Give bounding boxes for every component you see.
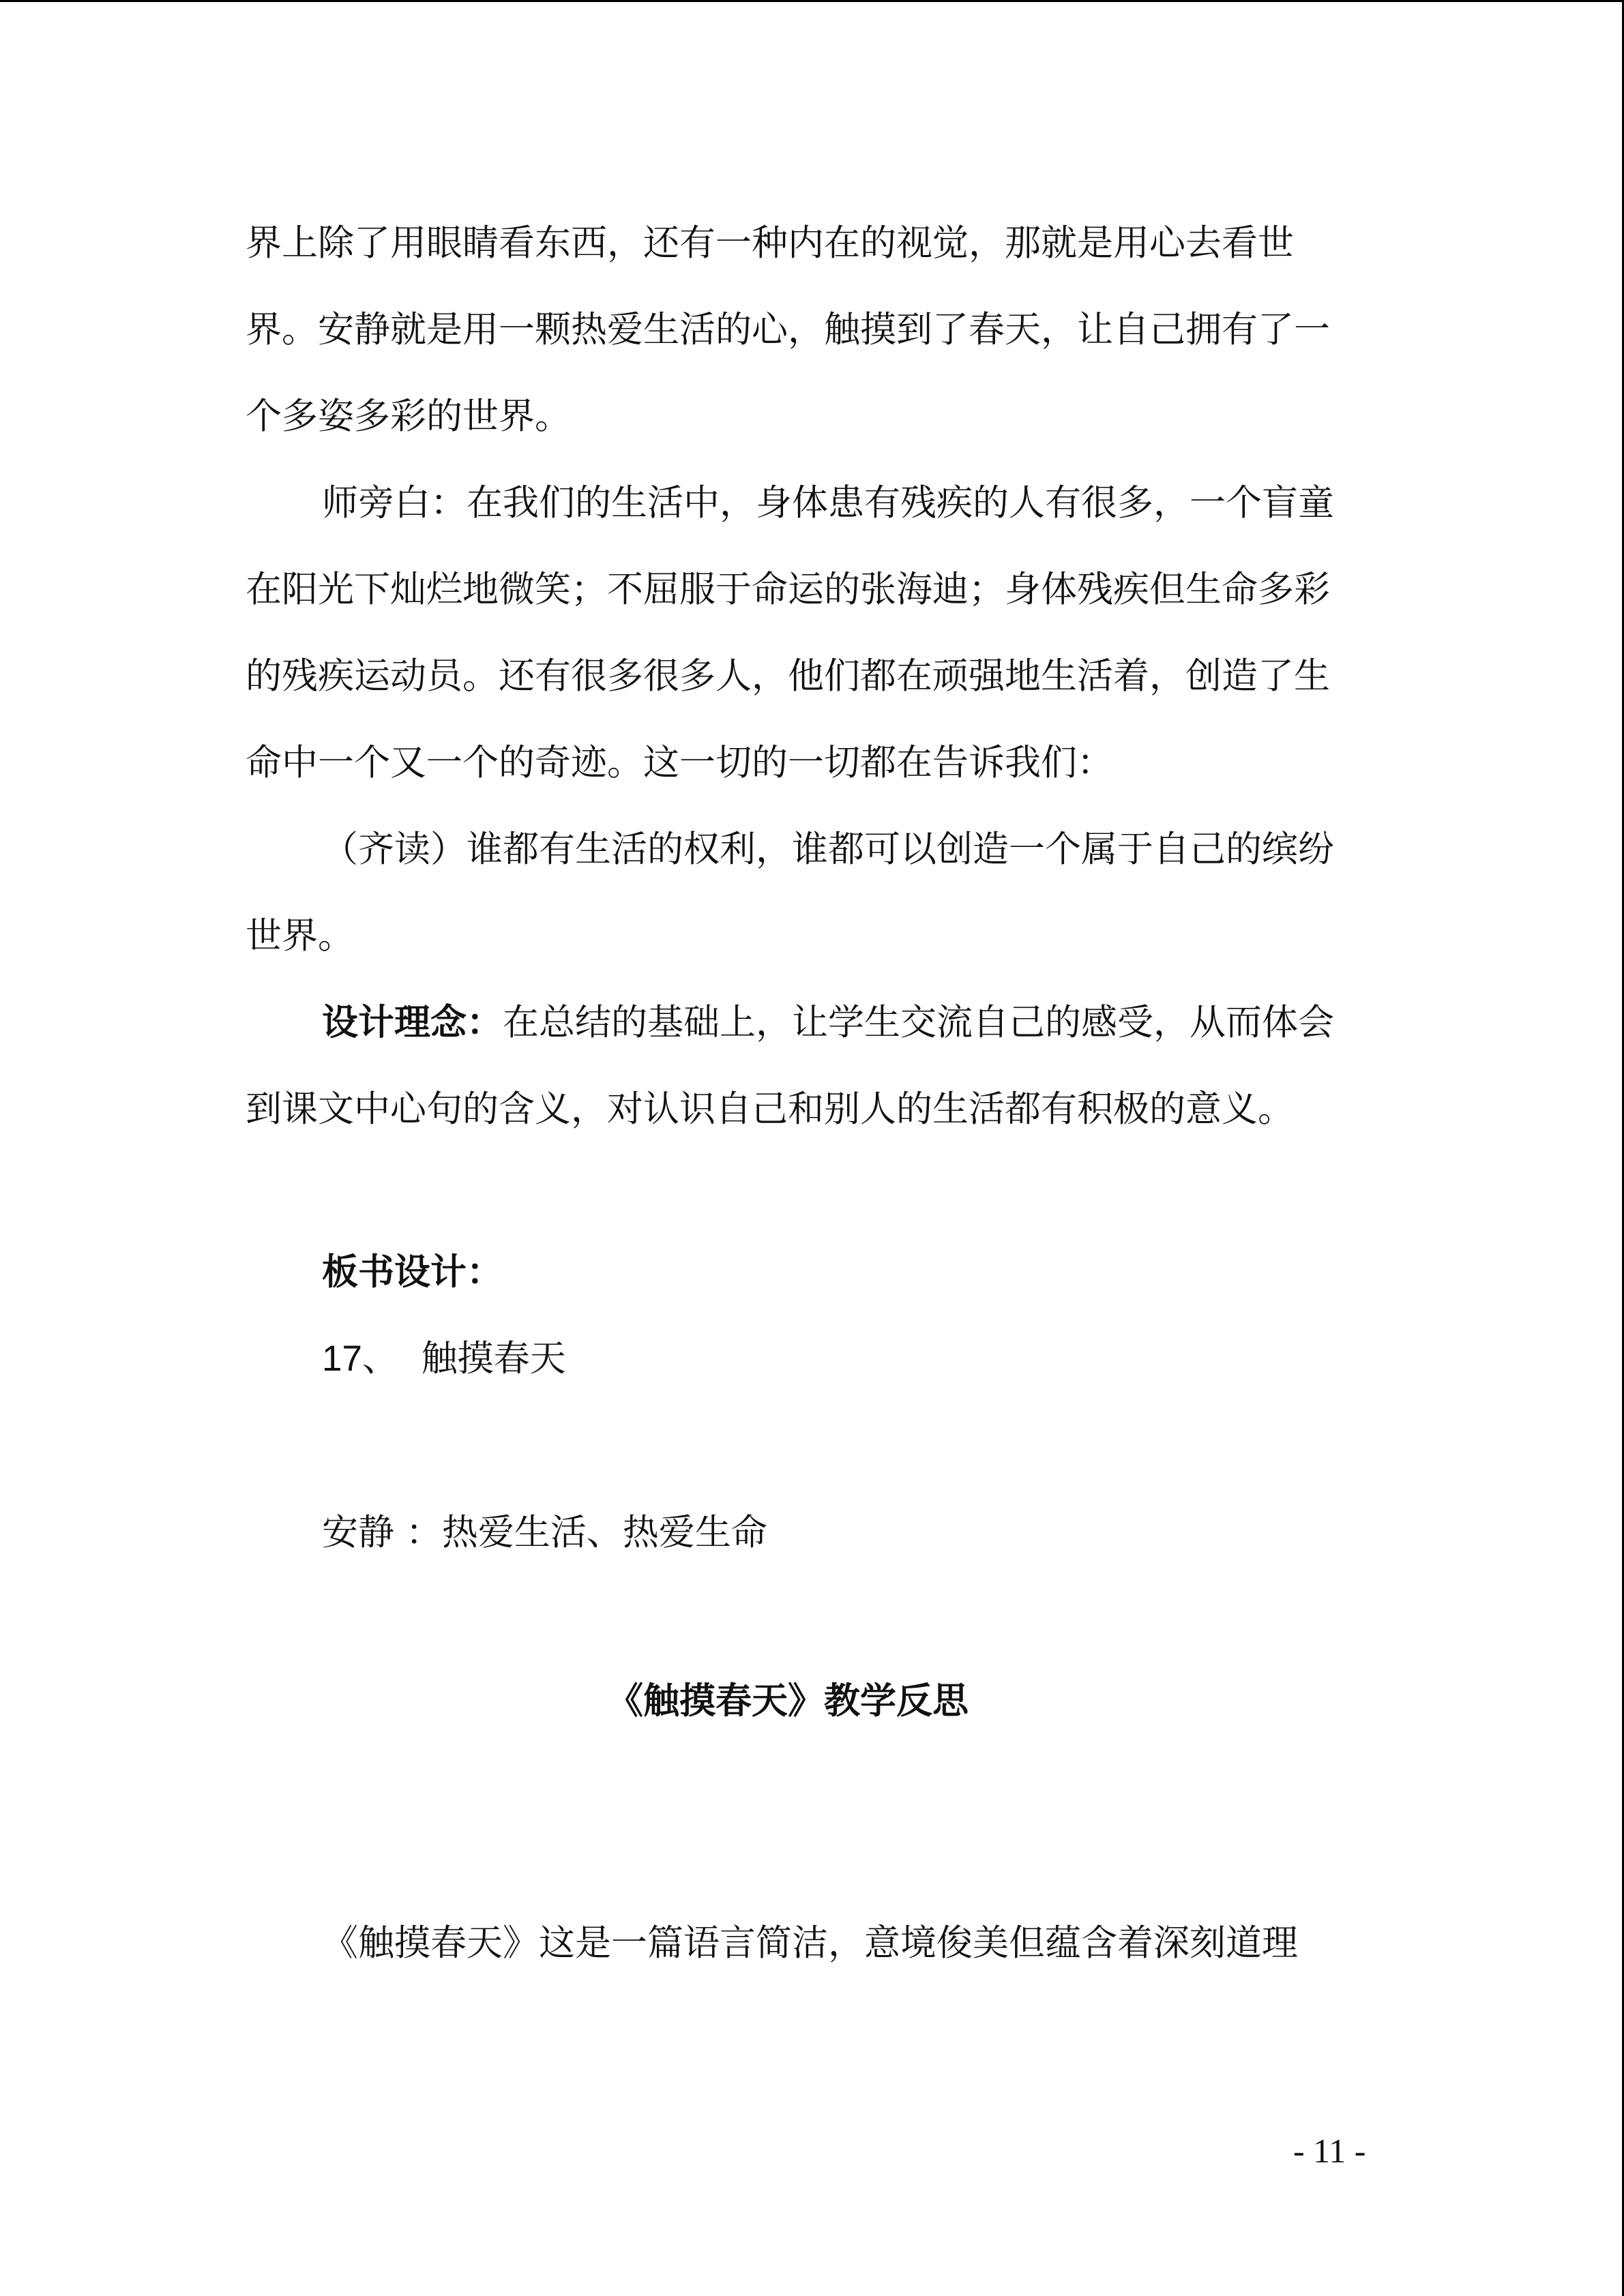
spacer: [246, 1744, 1357, 1900]
page-number: - 11 -: [1293, 2132, 1366, 2170]
page-content: [246, 200, 1357, 1986]
board-content-line: 安静 ：热爱生活、热爱生命: [322, 1512, 767, 1553]
board-lesson-number: 17、: [322, 1339, 398, 1379]
reflection-first-line: 《触摸春天》这是一篇语言简洁，意境俊美但蕴含着深刻道理: [322, 1922, 1298, 1964]
design-concept-label: 设计理念：: [322, 1001, 503, 1043]
paragraph-continuation: 界上除了用眼睛看东西，还有一种内在的视觉，那就是用心去看世界。安静就是用一颗热爱生活的心，触摸到了春天，让自己拥有了一个多姿多彩的世界。: [246, 222, 1330, 437]
paragraph-teacher-narration: 师旁白：在我们的生活中，身体患有残疾的人有很多，一个盲童在阳光下灿烂地微笑；不屈服于命运的张海迪；身体残疾但生命多彩的残疾运动员。还有很多很多人，他们都在顽强地生活着，创造了生命中一个又一个的奇迹。这一切的一切都在告诉我们：: [246, 482, 1334, 784]
paragraph-design-concept: [246, 979, 1357, 1152]
design-concept-text: 在总结的基础上，让学生交流自己的感受，从而体会到课文中心句的含义，对认识自己和别人的生活都有积极的意义。: [246, 1002, 1334, 1130]
spacer: [246, 1152, 1357, 1229]
spacer: [246, 1576, 1357, 1658]
board-lesson-line: [246, 1315, 1357, 1402]
spacer: [246, 1402, 1357, 1489]
reflection-title: 《触摸春天》教学反思: [607, 1680, 969, 1722]
board-design-heading: 板书设计：: [322, 1251, 503, 1293]
board-lesson-title: 触摸春天: [421, 1338, 566, 1380]
paragraph-chorus-reading: （齐读）谁都有生活的权利，谁都可以创造一个属于自己的缤纷世界。: [246, 829, 1334, 957]
